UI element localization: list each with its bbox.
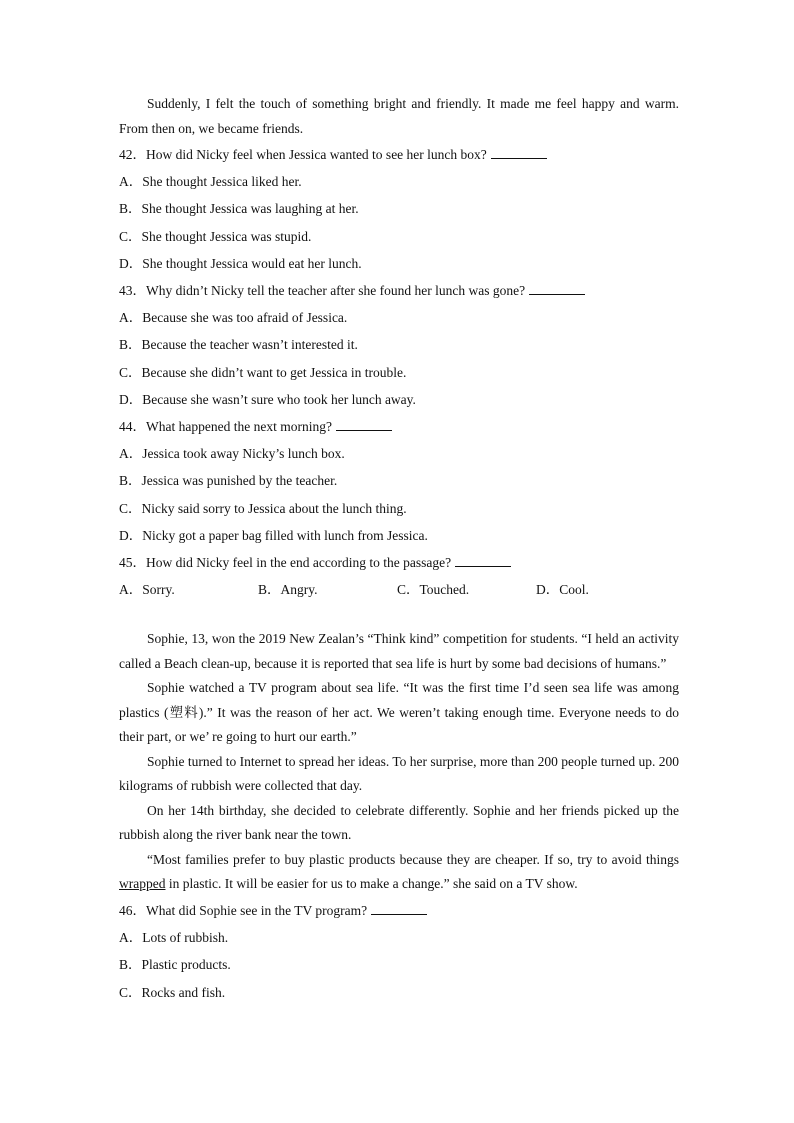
- underlined-word: wrapped: [119, 876, 166, 892]
- option-b: B．Angry.: [258, 582, 318, 598]
- passage2-paragraph-5: “Most families prefer to buy plastic products because they are cheaper. If so, try to avoid things wrapped in plastic. It will be easier for us to make a change.” she said on a TV show.: [119, 851, 679, 892]
- option-c: C．Nicky said sorry to Jessica about the lunch thing.: [119, 500, 407, 516]
- answer-blank: [529, 282, 585, 295]
- option-a: A．Because she was too afraid of Jessica.: [119, 310, 348, 326]
- option-a: A．Lots of rubbish.: [119, 930, 229, 946]
- option-c: C．She thought Jessica was stupid.: [119, 228, 312, 244]
- question-stem: 45．How did Nicky feel in the end according to the passage?: [119, 549, 679, 576]
- option-b: B．Plastic products.: [119, 957, 231, 973]
- option-a: A．Jessica took away Nicky’s lunch box.: [119, 446, 345, 462]
- answer-blank: [371, 902, 427, 915]
- option-a: A．She thought Jessica liked her.: [119, 174, 302, 190]
- option-b: B．Jessica was punished by the teacher.: [119, 473, 338, 489]
- option-a: A．Sorry.: [119, 582, 175, 598]
- option-c: C．Because she didn’t want to get Jessica in trouble.: [119, 364, 407, 380]
- question-stem: 44．What happened the next morning?: [119, 413, 679, 440]
- document-page: [119, 92, 679, 1006]
- option-d: D．Nicky got a paper bag filled with lunch from Jessica.: [119, 527, 428, 543]
- section-gap: [119, 603, 679, 627]
- option-d: D．She thought Jessica would eat her lunch.: [119, 255, 362, 271]
- question-stem: 46．What did Sophie see in the TV program?: [119, 897, 679, 924]
- answer-blank: [336, 418, 392, 431]
- answer-blank: [491, 146, 547, 159]
- question-42: [119, 141, 679, 277]
- option-d: D．Because she wasn’t sure who took her lunch away.: [119, 391, 416, 407]
- answer-blank: [455, 554, 511, 567]
- question-stem: 42．How did Nicky feel when Jessica wanted to see her lunch box?: [119, 141, 679, 168]
- option-c: C．Touched.: [397, 582, 470, 598]
- question-43: [119, 277, 679, 413]
- option-b: B．Because the teacher wasn’t interested it.: [119, 337, 358, 353]
- option-b: B．She thought Jessica was laughing at her.: [119, 201, 359, 217]
- question-44: [119, 413, 679, 549]
- question-stem: 43．Why didn’t Nicky tell the teacher after she found her lunch was gone?: [119, 277, 679, 304]
- passage2-paragraph-2: Sophie watched a TV program about sea life. “It was the first time I’d seen sea life was among plastics (塑料).” It was the reason of her act. We weren’t taking enough time. Everyone needs to do their part, or we’ re going to hurt our earth.”: [119, 680, 679, 745]
- passage2-paragraph-3: Sophie turned to Internet to spread her ideas. To her surprise, more than 200 people turned up. 200 kilograms of rubbish were collected that day.: [119, 753, 679, 794]
- passage1-closing-paragraph: Suddenly, I felt the touch of something bright and friendly. It made me feel happy and warm. From then on, we became friends.: [119, 96, 679, 136]
- passage2-paragraph-4: On her 14th birthday, she decided to celebrate differently. Sophie and her friends picked up the rubbish along the river bank near the town.: [119, 802, 679, 843]
- question-46: [119, 897, 679, 1006]
- question-45: [119, 549, 679, 603]
- options-row: [119, 576, 679, 603]
- option-c: C．Rocks and fish.: [119, 984, 226, 1000]
- option-d: D．Cool.: [536, 582, 589, 598]
- passage2-paragraph-1: Sophie, 13, won the 2019 New Zealan’s “Think kind” competition for students. “I held an activity called a Beach clean-up, because it is reported that sea life is hurt by some bad decisions of humans.”: [119, 631, 679, 671]
